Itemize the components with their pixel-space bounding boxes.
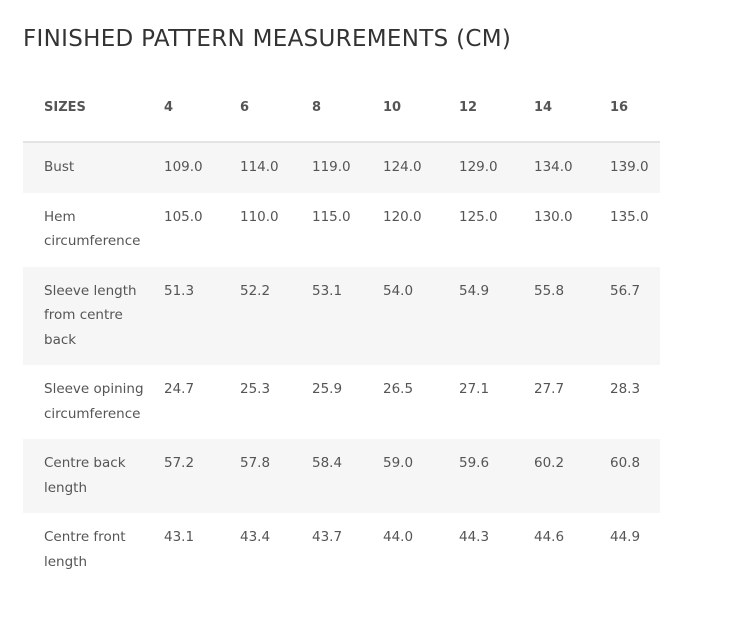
size-header: 14 (534, 99, 553, 115)
table-cell: 26.5 (383, 381, 414, 397)
table-cell: 110.0 (240, 208, 279, 225)
size-header: 10 (383, 99, 402, 115)
table-cell: 134.0 (534, 159, 573, 175)
row-label: Bust (44, 159, 75, 175)
table-cell: 54.0 (383, 282, 414, 299)
row-label: Hem circumference (44, 208, 141, 249)
size-header: 4 (164, 99, 174, 115)
table-cell: 44.0 (383, 529, 414, 545)
table-cell: 114.0 (240, 159, 279, 175)
table-row (23, 193, 660, 267)
table-cell: 119.0 (312, 159, 351, 175)
table-row (23, 267, 660, 366)
table-row (23, 365, 660, 439)
size-header: 12 (459, 99, 478, 115)
table-cell: 59.6 (459, 455, 490, 471)
table-row (23, 513, 660, 587)
table-cell: 54.9 (459, 282, 490, 299)
table-cell: 43.7 (312, 529, 343, 545)
table-cell: 43.4 (240, 529, 271, 545)
measurements-table-container (23, 73, 660, 614)
table-cell: 57.8 (240, 455, 271, 471)
table-cell: 56.7 (610, 282, 641, 299)
table-cell: 24.7 (164, 381, 195, 397)
row-label: Centre front length (44, 529, 126, 570)
measurements-table (23, 73, 660, 587)
row-label: Sleeve length from centre back (44, 282, 137, 348)
table-cell: 124.0 (383, 159, 422, 175)
table-cell: 129.0 (459, 159, 498, 175)
table-cell: 109.0 (164, 159, 203, 175)
table-cell: 60.2 (534, 455, 565, 471)
size-header: 8 (312, 99, 322, 115)
table-cell: 105.0 (164, 208, 203, 225)
table-cell: 55.8 (534, 282, 565, 299)
table-cell: 25.9 (312, 381, 343, 397)
table-cell: 44.9 (610, 529, 641, 545)
table-row (23, 439, 660, 513)
table-cell: 44.6 (534, 529, 565, 545)
table-cell: 135.0 (610, 208, 649, 225)
table-cell: 125.0 (459, 208, 498, 225)
table-cell: 27.7 (534, 381, 565, 397)
page-title: FINISHED PATTERN MEASUREMENTS (CM) (23, 26, 512, 52)
table-cell: 58.4 (312, 455, 343, 471)
row-label: Centre back length (44, 455, 126, 496)
table-cell: 27.1 (459, 381, 490, 397)
size-header: 6 (240, 99, 250, 115)
table-row (23, 142, 660, 193)
table-cell: 43.1 (164, 529, 195, 545)
table-cell: 51.3 (164, 282, 195, 299)
table-cell: 28.3 (610, 381, 641, 397)
table-cell: 60.8 (610, 455, 641, 471)
table-cell: 57.2 (164, 455, 195, 471)
table-cell: 53.1 (312, 282, 343, 299)
table-cell: 52.2 (240, 282, 271, 299)
table-cell: 130.0 (534, 208, 573, 225)
table-cell: 44.3 (459, 529, 490, 545)
size-header: 16 (610, 99, 629, 115)
table-cell: 115.0 (312, 208, 351, 225)
table-cell: 25.3 (240, 381, 271, 397)
table-cell: 139.0 (610, 159, 649, 175)
row-label: Sleeve opining circumference (44, 381, 144, 422)
sizes-header: SIZES (44, 99, 86, 115)
table-cell: 120.0 (383, 208, 422, 225)
table-header-row (23, 73, 660, 142)
table-cell: 59.0 (383, 455, 414, 471)
